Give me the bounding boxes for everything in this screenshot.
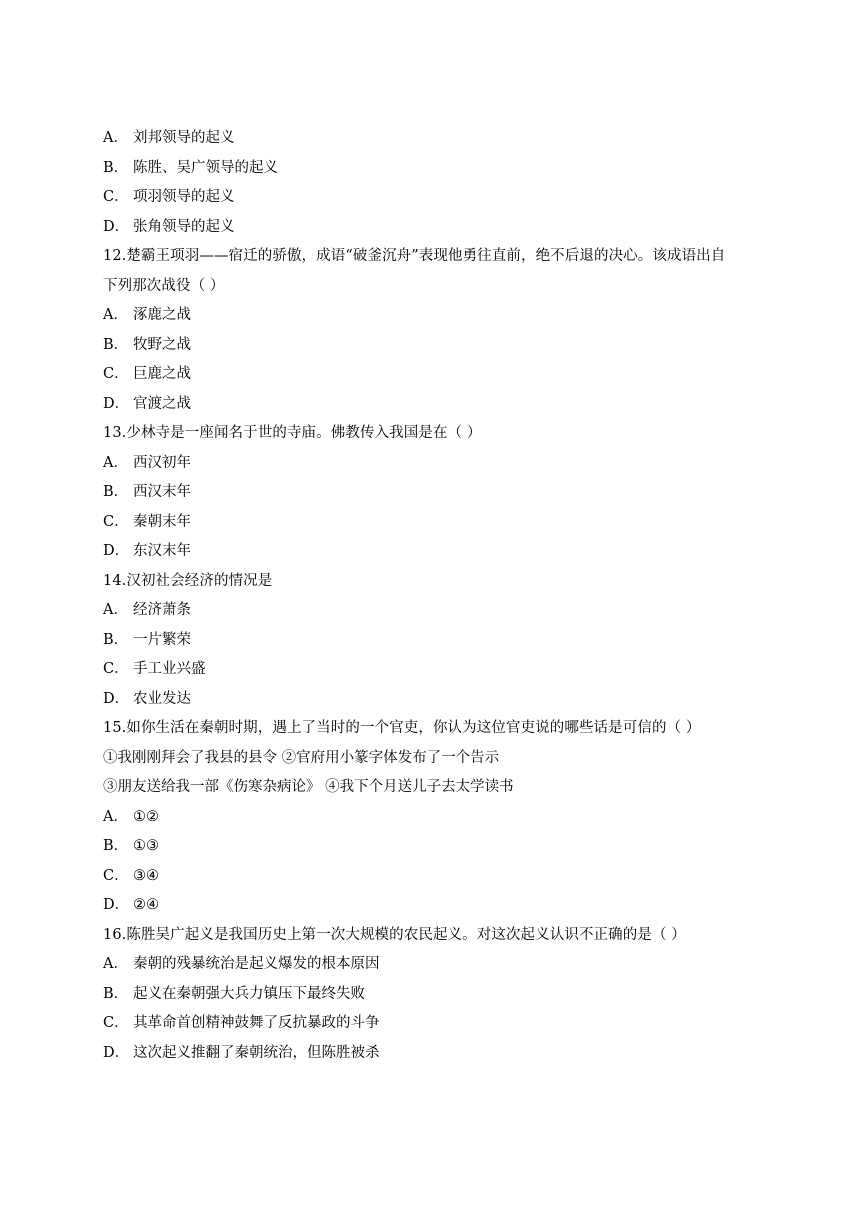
question-13 [103, 419, 763, 567]
option-b: B． 陈胜、吴广领导的起义 [103, 159, 278, 176]
option-d: D． 农业发达 [103, 690, 191, 707]
option-d: D． 东汉末年 [103, 543, 191, 559]
option-c: C． 巨鹿之战 [103, 366, 191, 382]
question-stem-continued: 下列那次战役（ ） [103, 277, 225, 294]
option-b: B． 一片繁荣 [103, 631, 191, 648]
question-stem: 13.少林寺是一座闻名于世的寺庙。佛教传入我国是在（ ） [103, 425, 482, 441]
option-a: A． ①② [103, 808, 159, 825]
question-14 [103, 567, 763, 715]
option-c: C． 项羽领导的起义 [103, 189, 235, 205]
option-a: A． 秦朝的残暴统治是起义爆发的根本原因 [103, 956, 380, 972]
option-c: C． 手工业兴盛 [103, 661, 206, 677]
question-stem: 16.陈胜吴广起义是我国历史上第一次大规模的农民起义。对这次起义认识不正确的是（ ） [103, 926, 686, 943]
option-b: B． 起义在秦朝强大兵力镇压下最终失败 [103, 985, 365, 1002]
question-11 [103, 124, 763, 242]
option-b: B． ①③ [103, 838, 159, 854]
option-d: D． 张角领导的起义 [103, 218, 235, 235]
question-16 [103, 921, 763, 1069]
option-d: D． 官渡之战 [103, 395, 191, 412]
question-stem: 14.汉初社会经济的情况是 [103, 572, 273, 589]
option-b: B． 西汉末年 [103, 484, 191, 500]
statement-line: ①我刚刚拜会了我县的县令 ②官府用小篆字体发布了一个告示 [103, 749, 500, 766]
option-a: A． 涿鹿之战 [103, 307, 191, 323]
option-d: D． 这次起义推翻了秦朝统治，但陈胜被杀 [103, 1044, 380, 1061]
document-page [103, 124, 763, 1068]
option-c: C． 秦朝末年 [103, 513, 191, 530]
option-a: A． 刘邦领导的起义 [103, 130, 235, 146]
option-c: C． ③④ [103, 867, 159, 884]
question-stem: 12.楚霸王项羽——宿迁的骄傲，成语“破釜沉舟”表现他勇往直前，绝不后退的决心。该成语出自 [103, 248, 726, 264]
question-15 [103, 714, 763, 921]
option-d: D． ②④ [103, 897, 159, 913]
option-a: A． 西汉初年 [103, 454, 191, 471]
option-a: A． 经济萧条 [103, 602, 191, 618]
question-stem: 15.如你生活在秦朝时期，遇上了当时的一个官吏，你认为这位官吏说的哪些话是可信的（ ） [103, 720, 701, 736]
question-12 [103, 242, 763, 419]
option-b: B． 牧野之战 [103, 336, 191, 353]
statement-line: ③朋友送给我一部《伤寒杂病论》 ④我下个月送儿子去太学读书 [103, 779, 514, 795]
option-c: C． 其革命首创精神鼓舞了反抗暴政的斗争 [103, 1015, 380, 1031]
